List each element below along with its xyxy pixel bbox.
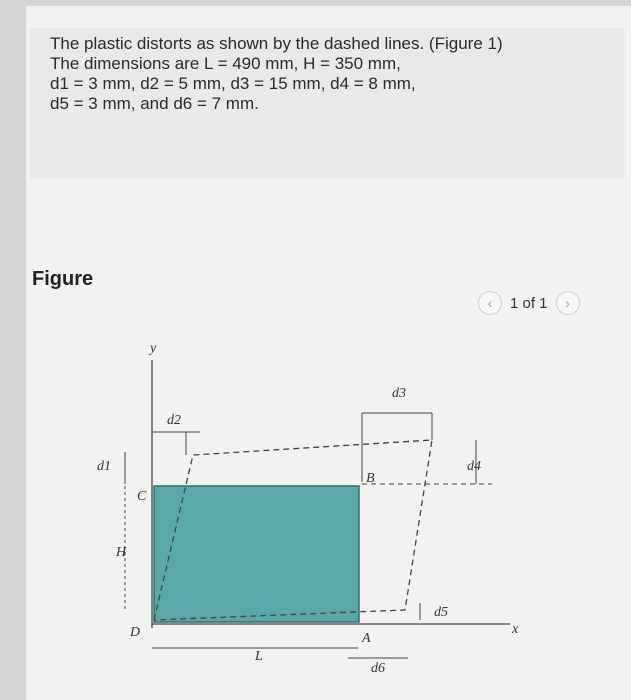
problem-line-1: The plastic distorts as shown by the dashed lines. (Figure 1) xyxy=(50,34,503,53)
label-d6: d6 xyxy=(371,661,385,676)
label-A: A xyxy=(362,631,371,646)
label-y: y xyxy=(150,341,157,356)
problem-line-4: d5 = 3 mm, and d6 = 7 mm. xyxy=(50,94,259,113)
label-L: L xyxy=(255,649,263,664)
figure-page-count: 1 of 1 xyxy=(510,294,548,312)
chevron-right-icon[interactable]: › xyxy=(556,291,580,315)
label-x: x xyxy=(512,622,519,637)
label-B: B xyxy=(366,471,375,486)
figure-heading: Figure xyxy=(32,268,94,290)
chevron-left-icon[interactable]: ‹ xyxy=(478,291,502,315)
label-d5: d5 xyxy=(434,605,448,620)
label-d1: d1 xyxy=(97,459,111,474)
label-D: D xyxy=(130,625,141,640)
label-H: H xyxy=(116,545,127,560)
problem-line-3: d1 = 3 mm, d2 = 5 mm, d3 = 15 mm, d4 = 8 mm, xyxy=(50,74,416,93)
problem-line-2: The dimensions are L = 490 mm, H = 350 mm, xyxy=(50,54,401,73)
label-d2: d2 xyxy=(167,413,181,428)
original-plate xyxy=(154,486,359,622)
label-C: C xyxy=(137,489,147,504)
label-d3: d3 xyxy=(392,386,406,401)
label-d4: d4 xyxy=(467,459,481,474)
